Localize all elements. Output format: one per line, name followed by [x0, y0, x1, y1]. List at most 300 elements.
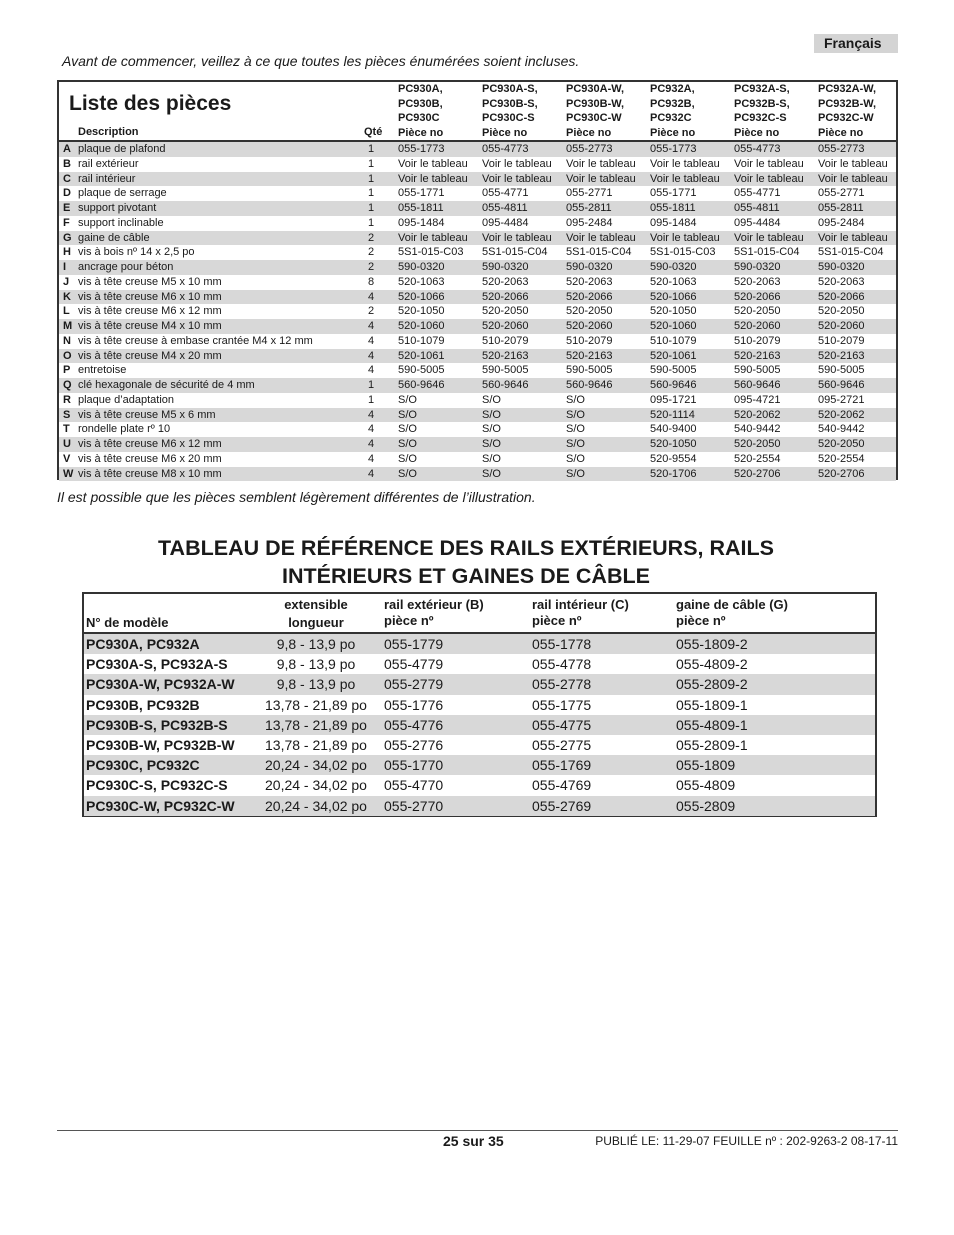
part-number: S/O — [566, 467, 585, 480]
part-quantity: 1 — [367, 157, 375, 170]
part-number: 560-9646 — [818, 379, 865, 391]
outer-rail-part: 055-2779 — [384, 676, 444, 693]
part-number: 095-2484 — [566, 216, 613, 229]
part-description: support inclinable — [78, 216, 164, 229]
part-number: 055-2811 — [818, 202, 864, 214]
extension-length: 9,8 - 13,9 po — [276, 656, 356, 673]
language-badge: Français — [814, 34, 898, 53]
part-description: support pivotant — [78, 202, 157, 214]
part-number: S/O — [398, 408, 417, 421]
cable-sheath-part: 055-2809 — [676, 797, 736, 814]
part-description: vis à tête creuse M6 x 12 mm — [78, 438, 222, 450]
outer-rail-part: 055-4776 — [384, 716, 444, 733]
outer-rail-header: rail extérieur (B) — [384, 597, 484, 612]
part-number: S/O — [398, 423, 417, 436]
parts-row — [59, 408, 896, 423]
part-number: Voir le tableau — [482, 172, 552, 185]
model-number: PC930B-W, PC932B-W — [86, 736, 235, 753]
part-description: plaque de serrage — [78, 187, 167, 200]
part-number: Voir le tableau — [650, 172, 720, 185]
model-header-line: PC930A-S, — [482, 83, 538, 95]
model-number: PC930A, PC932A — [86, 636, 200, 652]
reference-row — [84, 634, 875, 654]
part-number: 055-1811 — [398, 202, 444, 214]
part-quantity: 1 — [367, 393, 375, 406]
part-description: vis à tête creuse M8 x 10 mm — [78, 467, 222, 480]
part-letter: S — [63, 408, 71, 421]
part-number: 540-9442 — [734, 423, 781, 436]
part-letter: B — [63, 157, 71, 170]
parts-row — [59, 452, 896, 467]
part-number: S/O — [482, 408, 501, 421]
parts-row — [59, 201, 896, 216]
illustration-note: Il est possible que les pièces semblent légèrement différentes de l’illustration. — [57, 489, 536, 505]
model-header-line: PC930C — [398, 112, 440, 124]
part-number: 055-2773 — [566, 143, 613, 155]
part-number: 520-2060 — [734, 320, 781, 332]
parts-row — [59, 349, 896, 364]
part-number: 095-4484 — [734, 216, 781, 229]
part-number: Voir le tableau — [734, 172, 804, 185]
model-header-line: PC930B, — [398, 97, 443, 110]
part-number: S/O — [566, 393, 585, 406]
part-number: 520-1061 — [650, 349, 697, 362]
part-number: 5S1-015-C04 — [482, 246, 548, 259]
model-number: PC930B, PC932B — [86, 696, 200, 713]
model-header-line: PC932A-S, — [734, 83, 790, 95]
part-letter: F — [63, 216, 70, 229]
part-quantity: 4 — [367, 467, 375, 480]
inner-rail-part: 055-1778 — [532, 636, 592, 652]
reference-row — [84, 674, 875, 694]
cable-sheath-part: 055-2809-2 — [676, 676, 748, 693]
part-number: S/O — [566, 423, 585, 436]
part-quantity: 1 — [367, 187, 375, 200]
part-number: S/O — [566, 438, 585, 450]
outer-rail-part: 055-1770 — [384, 757, 444, 774]
model-header-line: PC930C-S — [482, 112, 535, 124]
extension-length: 20,24 - 34,02 po — [265, 797, 367, 814]
reference-table-header — [84, 594, 875, 634]
model-number-header: N° de modèle — [86, 615, 169, 630]
part-number: 520-2050 — [818, 438, 865, 450]
part-number: 520-2062 — [818, 408, 865, 421]
part-number: Voir le tableau — [566, 157, 636, 170]
part-number: S/O — [482, 423, 501, 436]
model-column-header — [482, 82, 538, 140]
part-quantity: 2 — [367, 231, 375, 244]
part-number: 520-2066 — [734, 290, 781, 303]
part-quantity: 2 — [367, 305, 375, 318]
model-column-header — [818, 82, 876, 140]
part-quantity: 4 — [367, 423, 375, 436]
part-number: S/O — [566, 452, 585, 465]
part-number: 055-4771 — [482, 187, 529, 200]
part-description: vis à tête creuse M4 x 10 mm — [78, 320, 222, 332]
part-number: 590-0320 — [818, 261, 865, 273]
reference-row — [84, 695, 875, 715]
reference-title-line-2: INTÉRIEURS ET GAINES DE CÂBLE — [282, 564, 650, 588]
part-number: 540-9400 — [650, 423, 697, 436]
part-number: 520-2706 — [734, 467, 781, 480]
extension-length: 13,78 - 21,89 po — [265, 696, 367, 713]
reference-table-title — [0, 534, 932, 590]
model-header-line: PC932C-S — [734, 112, 787, 124]
model-header-line: PC930B-W, — [566, 97, 625, 110]
part-letter: G — [63, 231, 72, 244]
model-header-line: Pièce no — [734, 126, 780, 139]
parts-table-title: Liste des pièces — [69, 92, 232, 115]
outer-rail-part: 055-2770 — [384, 797, 444, 814]
part-number: 055-1771 — [650, 187, 697, 200]
part-number: 055-2773 — [818, 143, 865, 155]
part-number: 520-1063 — [650, 275, 697, 288]
part-number: 520-2060 — [818, 320, 865, 332]
extension-length: 20,24 - 34,02 po — [265, 757, 367, 774]
part-number: 520-2060 — [482, 320, 529, 332]
extensible-header: extensible — [284, 597, 348, 612]
part-number: 560-9646 — [398, 379, 445, 391]
outer-rail-part: 055-1776 — [384, 696, 444, 713]
model-header-line: PC932A, — [650, 83, 695, 95]
part-letter: M — [63, 320, 73, 332]
part-number: 095-1484 — [650, 216, 697, 229]
part-letter: E — [63, 202, 71, 214]
reference-row — [84, 796, 875, 816]
part-quantity: 2 — [367, 261, 375, 273]
cable-sheath-part: 055-1809-1 — [676, 696, 748, 713]
description-header: Description — [78, 126, 139, 138]
part-number: 510-2079 — [566, 334, 613, 347]
outer-rail-part: 055-4779 — [384, 656, 444, 673]
part-number: 055-1773 — [650, 143, 697, 155]
part-number: 5S1-015-C04 — [734, 246, 800, 259]
intro-text: Avant de commencer, veillez à ce que toutes les pièces énumérées soient incluses. — [62, 53, 580, 69]
part-letter: A — [63, 143, 71, 155]
model-header-line: PC930B-S, — [482, 97, 538, 110]
part-description: rondelle plate rº 10 — [78, 423, 171, 436]
part-description: vis à tête creuse M4 x 20 mm — [78, 349, 222, 362]
part-number: 520-2063 — [734, 275, 781, 288]
part-number: 520-2063 — [566, 275, 613, 288]
part-number: 095-1484 — [398, 216, 445, 229]
part-letter: L — [63, 305, 70, 318]
part-number: Voir le tableau — [566, 231, 636, 244]
outer-rail-part: 055-4770 — [384, 777, 444, 794]
part-number: 590-5005 — [818, 364, 865, 377]
part-number: 520-2066 — [818, 290, 865, 303]
parts-row — [59, 393, 896, 408]
part-letter: V — [63, 452, 71, 465]
part-number: 520-1060 — [650, 320, 697, 332]
part-number: 520-2050 — [818, 305, 865, 318]
part-number: Voir le tableau — [398, 157, 468, 170]
part-number: 510-2079 — [734, 334, 781, 347]
part-number: S/O — [482, 393, 501, 406]
part-number: 520-2554 — [734, 452, 781, 465]
model-header-line: PC932C-W — [818, 112, 874, 124]
part-description: vis à tête creuse M6 x 20 mm — [78, 452, 222, 465]
part-number: 520-2066 — [566, 290, 613, 303]
inner-rail-part: 055-4778 — [532, 656, 592, 673]
parts-row — [59, 231, 896, 246]
part-number: 560-9646 — [650, 379, 697, 391]
part-number: 590-0320 — [482, 261, 529, 273]
part-description: vis à tête creuse à embase crantée M4 x 12 mm — [78, 334, 313, 347]
part-number: 520-2050 — [482, 305, 529, 318]
inner-rail-part: 055-2775 — [532, 736, 592, 753]
part-letter: W — [63, 467, 74, 480]
part-number: Voir le tableau — [818, 231, 888, 244]
part-number: Voir le tableau — [818, 157, 888, 170]
part-number: 590-5005 — [398, 364, 445, 377]
parts-row — [59, 334, 896, 349]
part-number: S/O — [398, 393, 417, 406]
model-header-line: Pièce no — [398, 126, 444, 139]
part-quantity: 4 — [367, 408, 375, 421]
part-number: 5S1-015-C03 — [398, 246, 464, 259]
part-number: 520-1063 — [398, 275, 445, 288]
extension-length: 9,8 - 13,9 po — [276, 636, 356, 652]
model-column-header — [398, 82, 443, 140]
part-number: 5S1-015-C04 — [566, 246, 632, 259]
part-letter: P — [63, 364, 71, 377]
part-number: 055-2771 — [818, 187, 865, 200]
reference-row — [84, 735, 875, 755]
model-header-line: Pièce no — [566, 126, 612, 139]
part-description: rail extérieur — [78, 157, 139, 170]
part-letter: K — [63, 290, 71, 303]
part-number: S/O — [482, 452, 501, 465]
part-number: 520-2050 — [734, 305, 781, 318]
part-number: 055-1771 — [398, 187, 445, 200]
part-quantity: 4 — [367, 320, 375, 332]
model-header-line: PC930C-W — [566, 112, 622, 124]
part-number: 520-2163 — [818, 349, 865, 362]
part-number: 055-2811 — [566, 202, 612, 214]
parts-row — [59, 304, 896, 319]
length-header: longueur — [288, 615, 344, 630]
part-quantity: 1 — [367, 202, 375, 214]
outer-rail-part: 055-2776 — [384, 736, 444, 753]
part-number: 520-2163 — [566, 349, 613, 362]
reference-row — [84, 715, 875, 735]
part-number: 520-9554 — [650, 452, 697, 465]
parts-row — [59, 142, 896, 157]
quantity-header: Qté — [364, 126, 383, 138]
part-letter: Q — [63, 379, 72, 391]
part-number: 590-5005 — [566, 364, 613, 377]
part-number: 520-1050 — [650, 438, 697, 450]
part-letter: I — [63, 261, 67, 273]
parts-row — [59, 422, 896, 437]
part-number: Voir le tableau — [734, 157, 804, 170]
part-description: vis à tête creuse M6 x 10 mm — [78, 290, 222, 303]
part-description: vis à bois nº 14 x 2,5 po — [78, 246, 195, 259]
model-header-line: Pièce no — [650, 126, 696, 139]
part-number: 520-1706 — [650, 467, 697, 480]
parts-row — [59, 245, 896, 260]
part-quantity: 4 — [367, 438, 375, 450]
model-header-line: PC930A-W, — [566, 83, 625, 95]
part-number: 590-5005 — [734, 364, 781, 377]
parts-row — [59, 260, 896, 275]
inner-rail-header: rail intérieur (C) — [532, 597, 629, 612]
part-quantity: 1 — [367, 172, 375, 185]
outer-rail-part: 055-1779 — [384, 636, 444, 652]
parts-table — [57, 80, 898, 480]
part-number: Voir le tableau — [650, 231, 720, 244]
reference-row — [84, 775, 875, 795]
part-number: 055-4811 — [734, 202, 780, 214]
part-number: 5S1-015-C03 — [650, 246, 716, 259]
parts-row — [59, 172, 896, 187]
model-number: PC930C-S, PC932C-S — [86, 777, 228, 794]
part-number: 520-2554 — [818, 452, 865, 465]
part-number: 520-1061 — [398, 349, 445, 362]
part-quantity: 4 — [367, 334, 375, 347]
reference-row — [84, 654, 875, 674]
part-number: 055-2771 — [566, 187, 613, 200]
parts-row — [59, 186, 896, 201]
part-letter: J — [63, 275, 70, 288]
part-number: S/O — [398, 438, 417, 450]
parts-row — [59, 290, 896, 305]
part-number: 5S1-015-C04 — [818, 246, 884, 259]
part-number: 520-1066 — [650, 290, 697, 303]
part-number: S/O — [566, 408, 585, 421]
part-letter: N — [63, 334, 71, 347]
inner-rail-part: 055-1769 — [532, 757, 592, 774]
part-quantity: 4 — [367, 364, 375, 377]
part-number: 095-4484 — [482, 216, 529, 229]
part-number: 510-1079 — [650, 334, 697, 347]
part-number: Voir le tableau — [818, 172, 888, 185]
inner-rail-part: 055-4769 — [532, 777, 592, 794]
model-header-line: PC932B-W, — [818, 97, 877, 110]
extension-length: 13,78 - 21,89 po — [265, 716, 367, 733]
part-description: gaine de câble — [78, 231, 150, 244]
part-number: 590-0320 — [734, 261, 781, 273]
part-number: 520-1050 — [650, 305, 697, 318]
part-number: 560-9646 — [482, 379, 529, 391]
parts-table-body — [59, 140, 896, 481]
part-number: 095-4721 — [734, 393, 781, 406]
part-quantity: 1 — [367, 379, 375, 391]
part-number: 590-0320 — [398, 261, 445, 273]
part-number: 520-2706 — [818, 467, 865, 480]
part-number: 590-0320 — [650, 261, 697, 273]
model-header-line: PC932B, — [650, 97, 695, 110]
parts-row — [59, 275, 896, 290]
part-description: entretoise — [78, 364, 127, 377]
part-number: 590-5005 — [482, 364, 529, 377]
inner-rail-part: 055-2778 — [532, 676, 592, 693]
part-number: 520-2063 — [482, 275, 529, 288]
part-quantity: 2 — [367, 246, 375, 259]
part-number: 590-0320 — [566, 261, 613, 273]
part-letter: C — [63, 172, 71, 185]
page-number: 25 sur 35 — [443, 1133, 504, 1149]
part-quantity: 4 — [367, 349, 375, 362]
part-number: 055-4773 — [482, 143, 529, 155]
part-number: 540-9442 — [818, 423, 865, 436]
part-number: Voir le tableau — [650, 157, 720, 170]
cable-sheath-part: 055-4809-1 — [676, 716, 748, 733]
model-column-header — [566, 82, 624, 140]
extension-length: 20,24 - 34,02 po — [265, 777, 367, 794]
part-letter: H — [63, 246, 71, 259]
part-quantity: 1 — [367, 216, 375, 229]
reference-table-body — [84, 634, 875, 816]
part-number: Voir le tableau — [482, 231, 552, 244]
part-number: 095-2721 — [818, 393, 865, 406]
part-number: 520-2163 — [734, 349, 781, 362]
part-number: 055-1773 — [398, 143, 445, 155]
part-number: Voir le tableau — [566, 172, 636, 185]
parts-row — [59, 157, 896, 172]
part-quantity: 1 — [367, 143, 375, 155]
inner-rail-part-header: pièce nº — [532, 613, 582, 628]
part-number: 510-2079 — [818, 334, 865, 347]
part-number: 520-2050 — [734, 438, 781, 450]
model-number: PC930B-S, PC932B-S — [86, 716, 228, 733]
part-description: plaque d’adaptation — [78, 393, 175, 406]
part-quantity: 8 — [367, 275, 375, 288]
inner-rail-part: 055-2769 — [532, 797, 592, 814]
part-number: 095-1721 — [650, 393, 697, 406]
part-number: 520-2063 — [818, 275, 865, 288]
reference-table — [82, 592, 877, 817]
part-number: 510-2079 — [482, 334, 529, 347]
part-number: 520-2163 — [482, 349, 529, 362]
part-number: 560-9646 — [734, 379, 781, 391]
part-number: S/O — [398, 467, 417, 480]
part-number: 095-2484 — [818, 216, 865, 229]
reference-title-line-1: TABLEAU DE RÉFÉRENCE DES RAILS EXTÉRIEURS, RAILS — [158, 536, 774, 560]
part-letter: O — [63, 349, 72, 362]
parts-row — [59, 378, 896, 393]
part-number: S/O — [482, 438, 501, 450]
model-header-line: PC932A-W, — [818, 83, 877, 95]
part-number: 520-1114 — [650, 408, 695, 421]
part-number: 055-4773 — [734, 143, 781, 155]
model-number: PC930C-W, PC932C-W — [86, 797, 235, 814]
part-letter: R — [63, 393, 71, 406]
part-number: S/O — [398, 452, 417, 465]
model-column-header — [734, 82, 790, 140]
part-description: vis à tête creuse M5 x 10 mm — [78, 275, 222, 288]
part-letter: U — [63, 438, 71, 450]
inner-rail-part: 055-4775 — [532, 716, 592, 733]
cable-sheath-part-header: pièce nº — [676, 613, 726, 628]
part-number: Voir le tableau — [398, 231, 468, 244]
part-number: S/O — [482, 467, 501, 480]
model-header-line: PC932C — [650, 112, 692, 124]
part-number: 055-4811 — [482, 202, 528, 214]
part-number: 055-1811 — [650, 202, 696, 214]
part-number: 055-4771 — [734, 187, 781, 200]
part-number: 520-1050 — [398, 305, 445, 318]
part-number: Voir le tableau — [734, 231, 804, 244]
part-quantity: 4 — [367, 290, 375, 303]
part-number: 560-9646 — [566, 379, 613, 391]
model-header-line: Pièce no — [818, 126, 864, 139]
footer-divider — [57, 1130, 898, 1131]
part-number: Voir le tableau — [398, 172, 468, 185]
part-description: clé hexagonale de sécurité de 4 mm — [78, 379, 255, 391]
part-description: rail intérieur — [78, 172, 136, 185]
